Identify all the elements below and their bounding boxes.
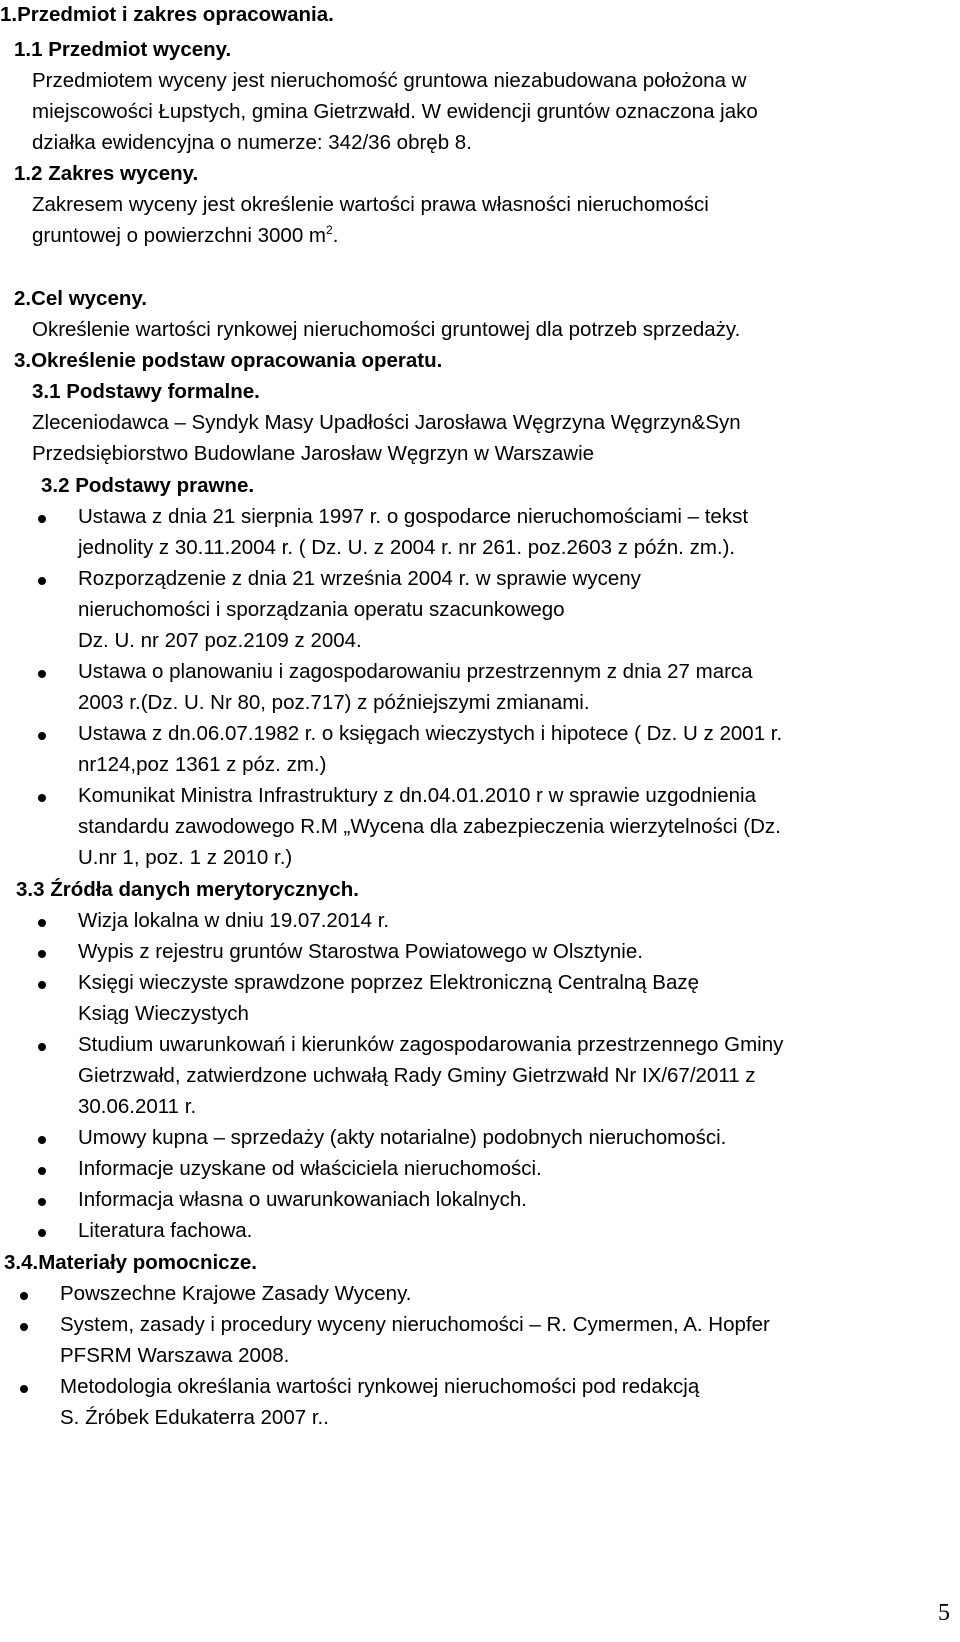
list-item: Umowy kupna – sprzedaży (akty notarialne) podobnych nieruchomości.	[78, 1126, 727, 1149]
list-item: Księgi wieczyste sprawdzone poprzez Elektroniczną Centralną Bazę	[78, 971, 700, 994]
bullet-icon	[38, 981, 46, 989]
section-3-2-title: 3.2 Podstawy prawne.	[41, 474, 255, 497]
list-item: Powszechne Krajowe Zasady Wyceny.	[60, 1282, 412, 1305]
list-item-continuation: 2003 r.(Dz. U. Nr 80, poz.717) z późniejszymi zmianami.	[78, 691, 590, 714]
bullet-icon	[38, 1043, 46, 1051]
section-3-4-title: 3.4.Materiały pomocnicze.	[4, 1251, 257, 1274]
list-item: Rozporządzenie z dnia 21 września 2004 r. w sprawie wyceny	[78, 567, 641, 590]
paragraph-line: miejscowości Łupstych, gmina Gietrzwałd. W ewidencji gruntów oznaczona jako	[32, 100, 758, 123]
list-item: Literatura fachowa.	[78, 1219, 253, 1242]
bullet-icon	[38, 732, 46, 740]
list-item: Komunikat Ministra Infrastruktury z dn.04.01.2010 r w sprawie uzgodnienia	[78, 784, 756, 807]
paragraph-line: Przedmiotem wyceny jest nieruchomość gruntowa niezabudowana położona w	[32, 69, 747, 92]
section-3-3-title: 3.3 Źródła danych merytorycznych.	[16, 878, 359, 901]
section-1-2-title: 1.2 Zakres wyceny.	[14, 162, 199, 185]
list-item-continuation: PFSRM Warszawa 2008.	[60, 1344, 290, 1367]
bullet-icon	[38, 670, 46, 678]
paragraph-line: działka ewidencyjna o numerze: 342/36 obręb 8.	[32, 131, 472, 154]
bullet-icon	[38, 794, 46, 802]
paragraph-line: Zakresem wyceny jest określenie wartości prawa własności nieruchomości	[32, 193, 709, 216]
list-item: System, zasady i procedury wyceny nieruchomości – R. Cymermen, A. Hopfer	[60, 1313, 770, 1336]
section-3-title: 3.Określenie podstaw opracowania operatu.	[14, 349, 443, 372]
section-1-1-title: 1.1 Przedmiot wyceny.	[14, 38, 232, 61]
list-item-continuation: Gietrzwałd, zatwierdzone uchwałą Rady Gminy Gietrzwałd Nr IX/67/2011 z	[78, 1064, 756, 1087]
bullet-icon	[38, 919, 46, 927]
section-1-title: 1.Przedmiot i zakres opracowania.	[0, 3, 334, 26]
area-superscript: 2	[326, 223, 333, 237]
list-item: Wizja lokalna w dniu 19.07.2014 r.	[78, 909, 390, 932]
bullet-icon	[38, 1198, 46, 1206]
list-item-continuation: Ksiąg Wieczystych	[78, 1002, 249, 1025]
bullet-icon	[38, 1136, 46, 1144]
list-item: Ustawa o planowaniu i zagospodarowaniu przestrzennym z dnia 27 marca	[78, 660, 753, 683]
bullet-icon	[38, 1167, 46, 1175]
bullet-icon	[38, 1229, 46, 1237]
bullet-icon	[38, 515, 46, 523]
bullet-icon	[20, 1323, 28, 1331]
bullet-icon	[38, 950, 46, 958]
page-number: 5	[938, 1600, 950, 1626]
section-2-title: 2.Cel wyceny.	[14, 287, 147, 310]
list-item: Ustawa z dn.06.07.1982 r. o księgach wieczystych i hipotece ( Dz. U z 2001 r.	[78, 722, 783, 745]
paragraph-line: Określenie wartości rynkowej nieruchomości gruntowej dla potrzeb sprzedaży.	[32, 318, 741, 341]
list-item-continuation: jednolity z 30.11.2004 r. ( Dz. U. z 2004 r. nr 261. poz.2603 z późn. zm.).	[78, 536, 736, 559]
area-end: .	[332, 224, 339, 247]
list-item-continuation: 30.06.2011 r.	[78, 1095, 197, 1118]
list-item: Studium uwarunkowań i kierunków zagospodarowania przestrzennego Gminy	[78, 1033, 784, 1056]
list-item: Ustawa z dnia 21 sierpnia 1997 r. o gospodarce nieruchomościami – tekst	[78, 505, 749, 528]
list-item-continuation: S. Źróbek Edukaterra 2007 r..	[60, 1406, 329, 1429]
list-item: Informacja własna o uwarunkowaniach lokalnych.	[78, 1188, 527, 1211]
paragraph-line	[32, 223, 339, 247]
paragraph-line: Zleceniodawca – Syndyk Masy Upadłości Jarosława Węgrzyna Węgrzyn&Syn	[32, 411, 741, 434]
paragraph-line: Przedsiębiorstwo Budowlane Jarosław Węgrzyn w Warszawie	[32, 442, 595, 465]
list-item-continuation: nieruchomości i sporządzania operatu szacunkowego	[78, 598, 565, 621]
bullet-icon	[20, 1385, 28, 1393]
list-item-continuation: U.nr 1, poz. 1 z 2010 r.)	[78, 846, 293, 869]
bullet-icon	[20, 1292, 28, 1300]
list-item: Informacje uzyskane od właściciela nieruchomości.	[78, 1157, 542, 1180]
list-item-continuation: nr124,poz 1361 z póz. zm.)	[78, 753, 327, 776]
list-item: Wypis z rejestru gruntów Starostwa Powiatowego w Olsztynie.	[78, 940, 643, 963]
list-item-continuation: Dz. U. nr 207 poz.2109 z 2004.	[78, 629, 362, 652]
bullet-icon	[38, 577, 46, 585]
list-item-continuation: standardu zawodowego R.M „Wycena dla zabezpieczenia wierzytelności (Dz.	[78, 815, 781, 838]
section-3-1-title: 3.1 Podstawy formalne.	[32, 380, 260, 403]
list-item: Metodologia określania wartości rynkowej nieruchomości pod redakcją	[60, 1375, 700, 1398]
area-text: gruntowej o powierzchni 3000 m	[32, 224, 326, 247]
